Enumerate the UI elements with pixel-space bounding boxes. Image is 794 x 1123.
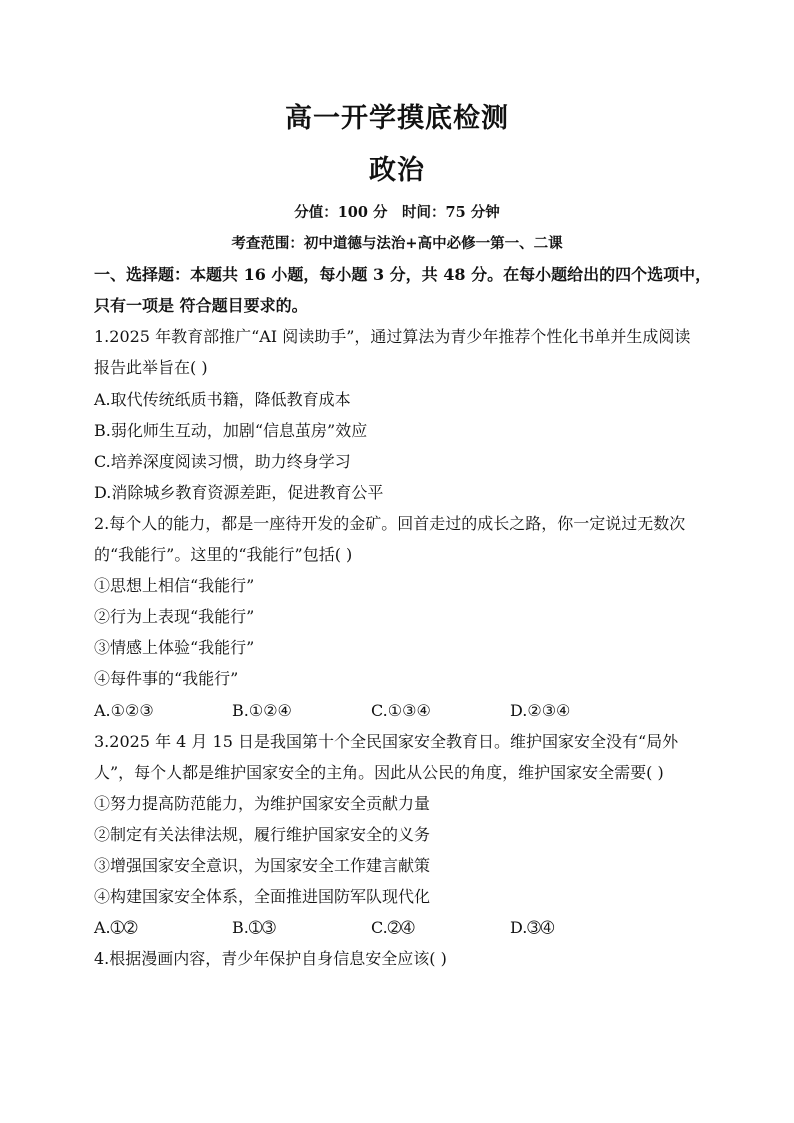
q1-stem-line2: 报告此举旨在( ) — [94, 358, 208, 377]
q3-choices-row — [94, 917, 704, 939]
q3-item-1: ➀努力提高防范能力，为维护国家安全贡献力量 — [94, 794, 431, 813]
q2-item-3: ③情感上体验“我能行” — [94, 638, 255, 657]
q3-stem-line1: 3.2025 年 4 月 15 日是我国第十个全民国家安全教育日。维护国家安全没有“局外 — [94, 732, 679, 751]
q4-stem: 4.根据漫画内容，青少年保护自身信息安全应该( ) — [94, 949, 447, 968]
q3-stem-line2: 人”，每个人都是维护国家安全的主角。因此从公民的角度，维护国家安全需要( ) — [94, 763, 664, 782]
section-heading-line2: 只有一项是 符合题目要求的。 — [94, 296, 308, 315]
subject-title: 政治 — [369, 155, 425, 186]
q2-choice-b: B.①②④ — [232, 701, 292, 720]
q2-choices-row — [94, 700, 704, 722]
q2-stem-line2: 的“我能行”。这里的“我能行”包括( ) — [94, 545, 353, 564]
q2-item-1: ①思想上相信“我能行” — [94, 576, 255, 595]
q1-option-a: A.取代传统纸质书籍，降低教育成本 — [94, 390, 351, 409]
q2-choice-c: C.①③④ — [371, 701, 431, 720]
q3-item-2: ➁制定有关法律法规，履行维护国家安全的义务 — [94, 825, 431, 844]
scope-line: 考查范围：初中道德与法治+高中必修一第一、二课 — [231, 235, 563, 252]
section-heading-line1: 一、选择题：本题共 16 小题，每小题 3 分，共 48 分。在每小题给出的四个选项中， — [94, 265, 712, 284]
q1-option-c: C.培养深度阅读习惯，助力终身学习 — [94, 452, 351, 471]
q3-item-4: ➃构建国家安全体系，全面推进国防军队现代化 — [94, 887, 431, 906]
q1-stem-line1: 1.2025 年教育部推广“AI 阅读助手”，通过算法为青少年推荐个性化书单并生成阅读 — [94, 327, 691, 346]
q3-choice-d: D.➂➃ — [510, 918, 555, 937]
score-time-line: 分值：100 分 时间：75 分钟 — [294, 204, 500, 221]
q3-choice-a: A.➀➁ — [94, 918, 138, 937]
q1-option-d: D.消除城乡教育资源差距，促进教育公平 — [94, 483, 384, 502]
q1-option-b: B.弱化师生互动，加剧“信息茧房”效应 — [94, 421, 368, 440]
q2-choice-a: A.①②③ — [94, 701, 154, 720]
q3-choice-b: B.➀➂ — [232, 918, 276, 937]
q3-choice-c: C.➁➃ — [371, 918, 415, 937]
exam-title: 高一开学摸底检测 — [285, 103, 509, 134]
q2-stem-line1: 2.每个人的能力，都是一座待开发的金矿。回首走过的成长之路，你一定说过无数次 — [94, 514, 686, 533]
q3-item-3: ➂增强国家安全意识，为国家安全工作建言献策 — [94, 856, 431, 875]
q2-choice-d: D.②③④ — [510, 701, 571, 720]
q2-item-4: ④每件事的“我能行” — [94, 669, 239, 688]
q2-item-2: ②行为上表现“我能行” — [94, 607, 255, 626]
